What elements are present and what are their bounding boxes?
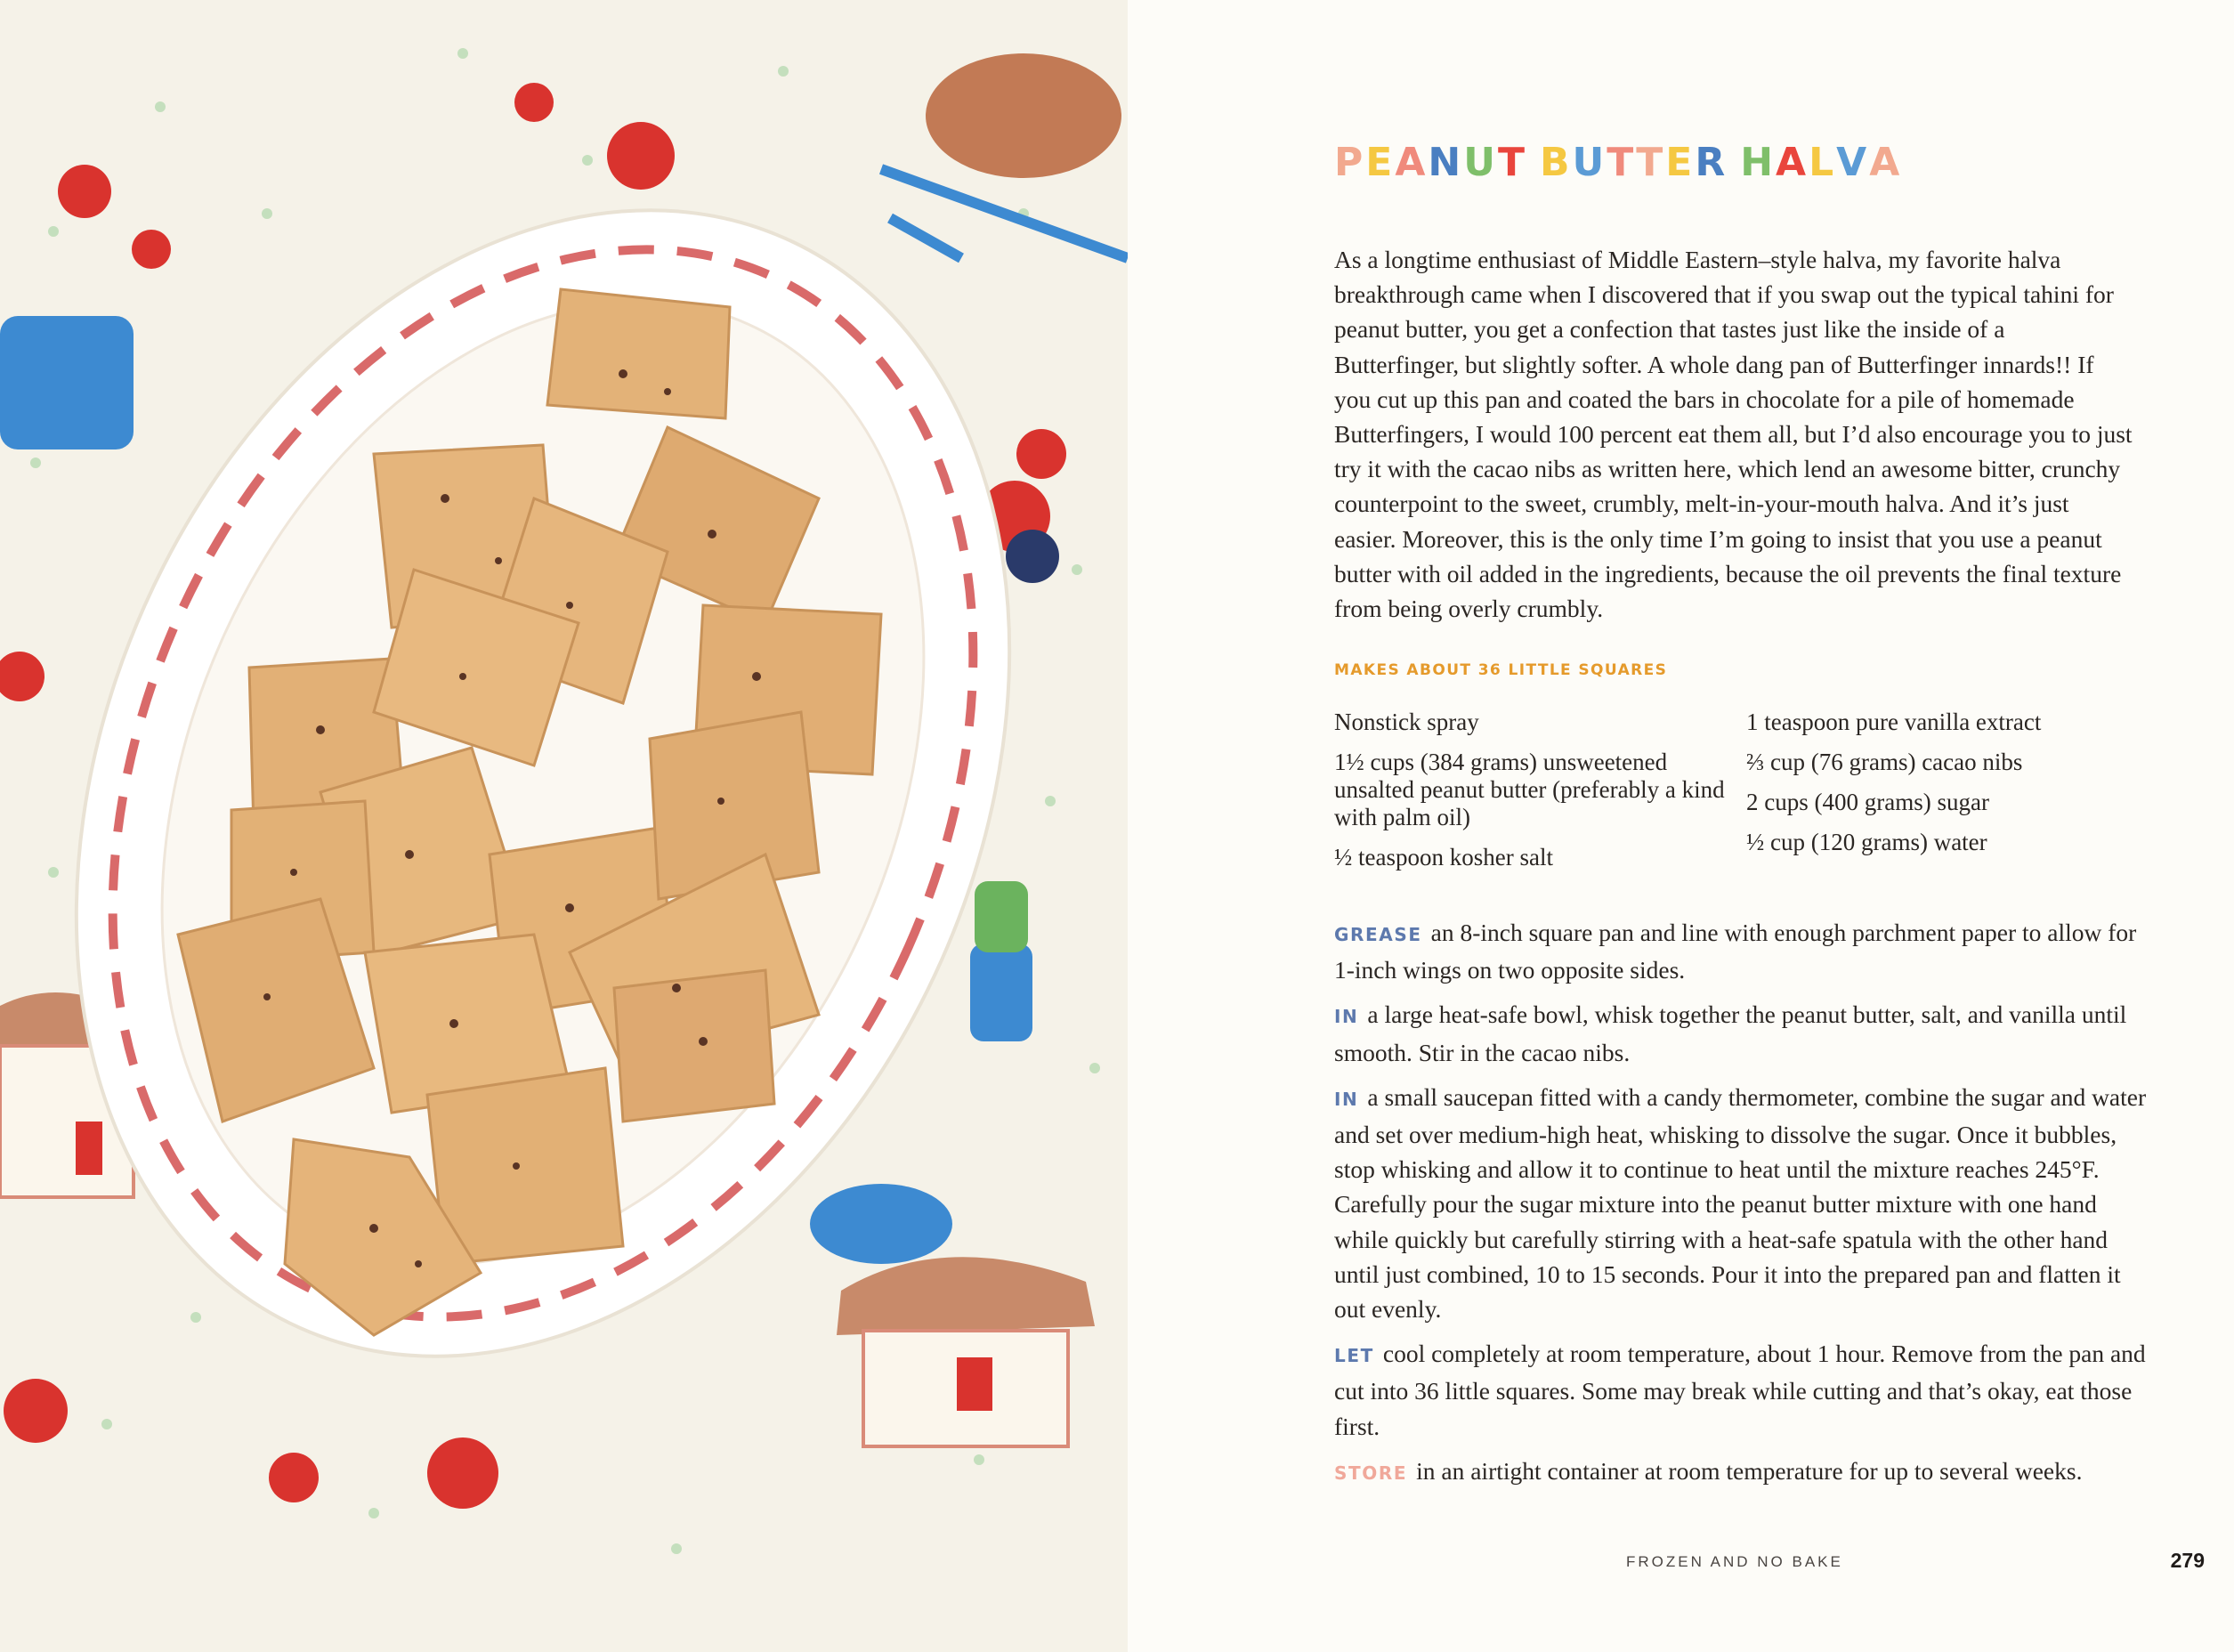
step-item xyxy=(1334,915,2149,987)
title-letter: T xyxy=(1636,140,1666,186)
title-letter: A xyxy=(1395,140,1429,186)
title-letter: E xyxy=(1665,140,1696,186)
title-letter: B xyxy=(1539,140,1573,186)
title-letter: H xyxy=(1740,140,1777,186)
step-text: in an airtight container at room temperature for up to several weeks. xyxy=(1416,1456,2083,1485)
ingredient-item: Nonstick spray xyxy=(1334,709,1479,735)
ingredients-left-column xyxy=(1334,709,1726,884)
step-text: a small saucepan fitted with a candy thermometer, combine the sugar and water and set over medium-high heat, whisking to dissolve the sugar. Once it bubbles, stop whisking and allow it to continue to heat until the mixture reaches 245°F. Carefully pour the sugar mixture into the peanut butter mixture with one hand while quickly but carefully stirring with a heat-safe spatula with the other hand until just combined, 10 to 15 seconds. Pour it into the prepared pan and flatten it out evenly. xyxy=(1334,1082,2147,1324)
recipe-steps xyxy=(1334,915,2149,1501)
recipe-title xyxy=(1334,140,1902,185)
title-letter: E xyxy=(1365,140,1396,186)
title-letter: L xyxy=(1809,140,1837,186)
ingredient-item: ½ teaspoon kosher salt xyxy=(1334,844,1553,871)
step-item xyxy=(1334,997,2149,1069)
page-number: 279 xyxy=(2170,1549,2205,1572)
running-footer-section: FROZEN AND NO BAKE xyxy=(1626,1553,1843,1570)
ingredient-item: 2 cups (400 grams) sugar xyxy=(1746,789,1989,815)
title-letter: T xyxy=(1497,140,1527,186)
title-letter: P xyxy=(1334,140,1366,186)
recipe-intro: As a longtime enthusiast of Middle Eastern–style halva, my favorite halva breakthrough came when I discovered that if you swap out the typical tahini for peanut butter, you get a confection that tastes just like the inside of a Butterfinger, but slightly softer. A whole dang pan of Butterfinger innards!! If you cut up this pan and coated the bars in chocolate for a pile of homemade Butterfingers, I would 100 percent eat them all, but I’d also encourage you to just try it with the cacao nibs as written here, which lend an awesome bitter, crunchy counterpoint to the sweet, crumbly, melt-in-your-mouth halva. And it’s just easier. Moreover, this is the only time I’m going to insist that you use a peanut butter with oil added in the ingredients, because the oil prevents the final texture from being overly crumbly. xyxy=(1334,246,2133,623)
title-letter: A xyxy=(1869,140,1903,186)
ingredient-item: 1½ cups (384 grams) unsweetened unsalted peanut butter (preferably a kind with palm oil) xyxy=(1334,749,1725,830)
step-lead-word: IN xyxy=(1334,1088,1359,1110)
ingredients-right-column xyxy=(1746,709,2138,869)
step-item xyxy=(1334,1080,2149,1326)
step-text: a large heat-safe bowl, whisk together the peanut butter, salt, and vanilla until smooth. Stir in the cacao nibs. xyxy=(1334,1000,2127,1066)
step-text: cool completely at room temperature, about 1 hour. Remove from the pan and cut into 36 little squares. Some may break while cutting and that’s okay, eat those first. xyxy=(1334,1340,2146,1440)
ingredient-item: ⅔ cup (76 grams) cacao nibs xyxy=(1746,749,2023,775)
title-letter: T xyxy=(1607,140,1637,186)
recipe-yield: MAKES ABOUT 36 LITTLE SQUARES xyxy=(1334,661,1668,679)
step-text: an 8-inch square pan and line with enough parchment paper to allow for 1-inch wings on two opposite sides. xyxy=(1334,919,2137,984)
step-lead-word: GREASE xyxy=(1334,924,1422,945)
recipe-page xyxy=(1128,0,2234,1652)
step-lead-word: IN xyxy=(1334,1006,1359,1028)
step-lead-word: STORE xyxy=(1334,1462,1408,1484)
title-letter: A xyxy=(1776,140,1809,186)
ingredient-item: 1 teaspoon pure vanilla extract xyxy=(1746,709,2042,735)
title-letter xyxy=(1728,140,1740,185)
step-item xyxy=(1334,1454,2149,1491)
title-letter xyxy=(1527,140,1540,185)
title-letter: U xyxy=(1463,140,1498,186)
ingredient-item: ½ cup (120 grams) water xyxy=(1746,829,1987,855)
step-lead-word: LET xyxy=(1334,1345,1374,1367)
title-letter: V xyxy=(1836,140,1870,186)
title-letter: U xyxy=(1572,140,1607,186)
title-letter: N xyxy=(1428,140,1464,186)
title-letter: R xyxy=(1695,140,1728,186)
step-item xyxy=(1334,1336,2149,1444)
